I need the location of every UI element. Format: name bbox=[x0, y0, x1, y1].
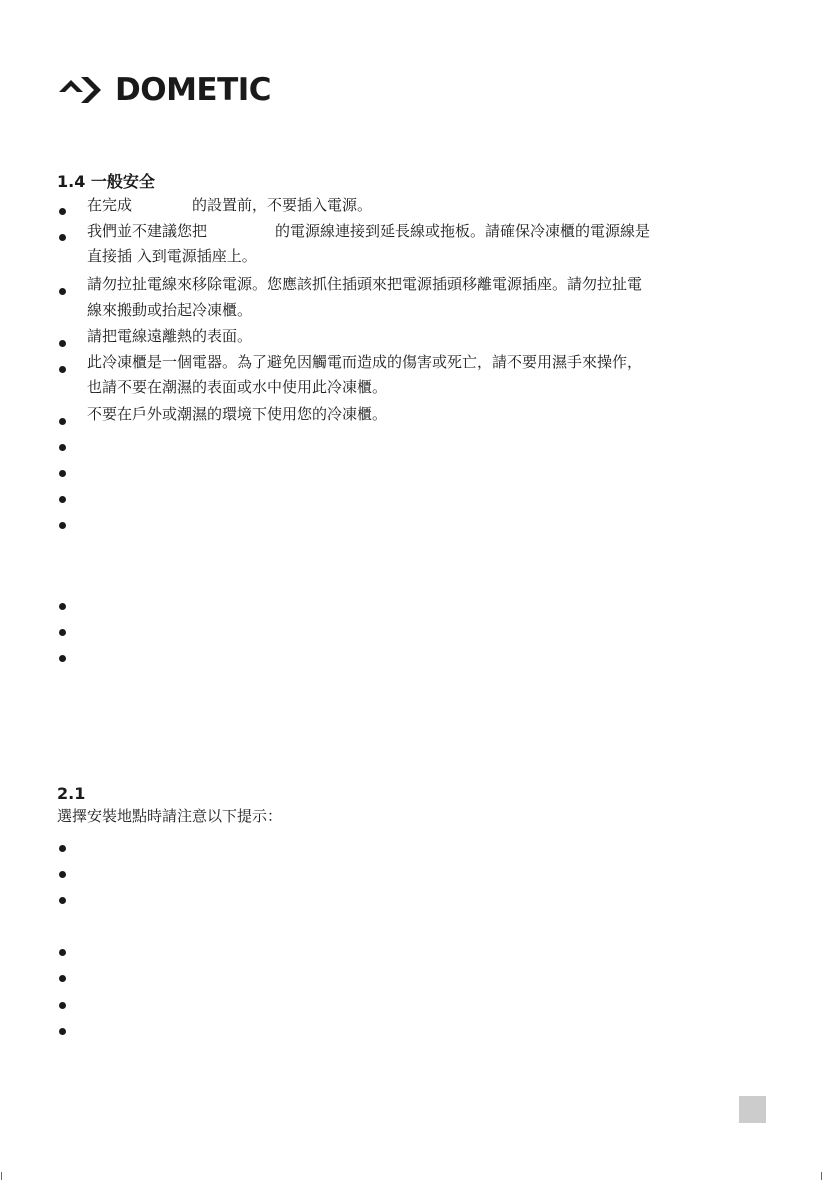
bullet-point bbox=[59, 234, 66, 241]
list-item-text: 不要在戶外或潮濕的環境下使用您的冷凍櫃。 bbox=[87, 405, 388, 423]
list-item-text-continued: 直接插 入到電源插座上。 bbox=[87, 247, 257, 265]
section-intro-text: 選擇安裝地點時請注意以下提示： bbox=[57, 807, 283, 825]
bullet-point bbox=[59, 340, 66, 347]
bullet-point bbox=[59, 288, 66, 295]
bullet-point bbox=[59, 629, 66, 636]
bullet-point bbox=[59, 366, 66, 373]
section-heading-2-1: 2.1 bbox=[57, 784, 86, 803]
bullet-point bbox=[59, 418, 66, 425]
list-item-text: 請勿拉扯電線來移除電源。您應該抓住插頭來把電源插頭移離電源插座。請勿拉扯電 bbox=[87, 275, 643, 293]
list-item-text: 請把電線遠離熱的表面。 bbox=[87, 327, 253, 345]
bullet-point bbox=[59, 444, 66, 451]
logo-wordmark: DOMETIC bbox=[115, 72, 272, 108]
page-number-box bbox=[739, 1096, 766, 1123]
bullet-point bbox=[59, 208, 66, 215]
list-item-text: 在完成 的設置前，不要插入電源。 bbox=[87, 196, 373, 214]
list-item-text: 此冷凍櫃是一個電器。為了避免因觸電而造成的傷害或死亡，請不要用濕手來操作， bbox=[87, 353, 643, 371]
bullet-point bbox=[59, 845, 66, 852]
list-item-text-continued: 線來搬動或抬起冷凍櫃。 bbox=[87, 301, 253, 319]
section-heading-general-safety: 1.4 一般安全 bbox=[57, 172, 155, 191]
bullet-point bbox=[59, 1002, 66, 1009]
list-item-text: 我們並不建議您把 的電源線連接到延長線或拖板。請確保冷凍櫃的電源線是 bbox=[87, 222, 651, 240]
bullet-point bbox=[59, 470, 66, 477]
bullet-point bbox=[59, 949, 66, 956]
bullet-point bbox=[59, 603, 66, 610]
list-item-text-continued: 也請不要在潮濕的表面或水中使用此冷凍櫃。 bbox=[87, 378, 388, 396]
crop-mark bbox=[821, 1172, 822, 1180]
bullet-point bbox=[59, 897, 66, 904]
crop-mark bbox=[1, 1172, 2, 1180]
bullet-point bbox=[59, 655, 66, 662]
bullet-point bbox=[59, 975, 66, 982]
bullet-point bbox=[59, 522, 66, 529]
dometic-chevron-icon bbox=[57, 73, 111, 107]
dometic-logo bbox=[57, 72, 271, 108]
bullet-point bbox=[59, 496, 66, 503]
bullet-point bbox=[59, 871, 66, 878]
bullet-point bbox=[59, 1028, 66, 1035]
